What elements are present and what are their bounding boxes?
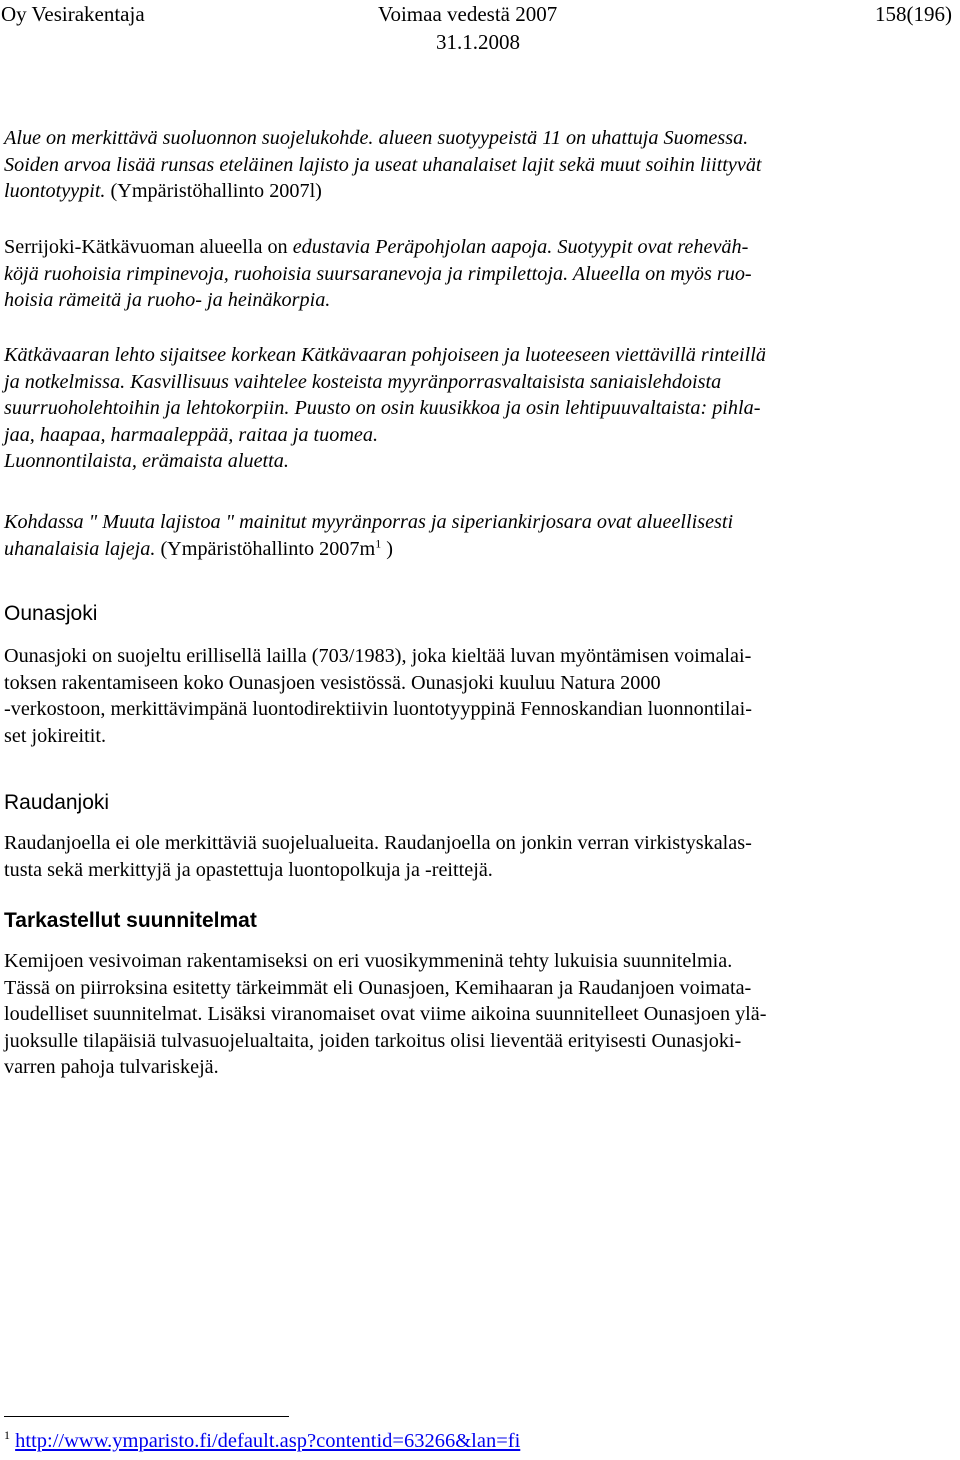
text-line: set jokireitit. <box>4 724 107 747</box>
paragraph-raudanjoki <box>4 830 944 883</box>
paragraph-katkavaara <box>4 342 944 475</box>
text-line: jaa, haapaa, harmaaleppää, raitaa ja tuomea. <box>4 423 379 446</box>
text-line: hoisia rämeitä ja ruoho- ja heinäkorpia. <box>4 289 331 311</box>
header-title: Voimaa vedestä 2007 <box>378 2 558 26</box>
text-line: Soiden arvoa lisää runsas eteläinen lajisto ja useat uhanalaiset lajit sekä muut soihin liittyvät <box>4 153 762 176</box>
text-line: Kohdassa " Muuta lajistoa " mainitut myyränporras ja siperiankirjosara ovat alueellisesti <box>4 511 734 533</box>
reference: (Ympäristöhallinto 2007m <box>155 537 376 560</box>
header-page-number: 158(196) <box>875 2 952 26</box>
text-line: tusta sekä merkittyjä ja opastettuja luontopolkuja ja -reittejä. <box>4 858 493 881</box>
footnote-number: 1 <box>4 1428 10 1443</box>
header-date: 31.1.2008 <box>436 30 520 54</box>
paragraph-kohdassa <box>4 509 944 562</box>
text-line: Alue on merkittävä suoluonnon suojelukohde. alueen suotyypeistä 11 on uhattuja Suomessa. <box>4 127 749 149</box>
paragraph-ounasjoki <box>4 643 944 749</box>
text-line: toksen rakentamiseen koko Ounasjoen vesistössä. Ounasjoki kuuluu Natura 2000 <box>4 671 661 694</box>
reference: (Ympäristöhallinto 2007l) <box>105 180 322 202</box>
text-line <box>4 178 944 205</box>
text-line: Raudanjoella ei ole merkittäviä suojelualueita. Raudanjoella on jonkin verran virkistyskalas- <box>4 832 752 854</box>
section-heading-ounasjoki: Ounasjoki <box>4 602 98 625</box>
section-heading-tarkastellut: Tarkastellut suunnitelmat <box>4 909 257 932</box>
footnote-divider <box>4 1416 289 1417</box>
text-fragment: uhanalaisia lajeja. <box>4 537 156 560</box>
section-heading-raudanjoki: Raudanjoki <box>4 791 110 814</box>
footnote <box>4 1428 520 1454</box>
header-company: Oy Vesirakentaja <box>1 2 145 26</box>
text-line: suurruoholehtoihin ja lehtokorpiin. Puusto on osin kuusikkoa ja osin lehtipuuvaltaista: pihla- <box>4 397 761 419</box>
text-line: Kemijoen vesivoiman rakentamiseksi on eri vuosikymmeninä tehty lukuisia suunnitelmia. <box>4 950 733 972</box>
text-line: köjä ruohoisia rimpinevoja, ruohoisia suursaranevoja ja rimpilettoja. Alueella on myös ruo- <box>4 262 752 285</box>
paragraph-suoluonto <box>4 125 944 205</box>
text-fragment: Serrijoki-Kätkävuoman alueella on <box>4 236 293 258</box>
footnote-marker: 1 <box>375 535 382 550</box>
text-line <box>4 536 944 563</box>
text-line: Kätkävaaran lehto sijaitsee korkean Kätkävaaran pohjoiseen ja luoteeseen viettävillä rinteillä <box>4 344 766 366</box>
text-line <box>4 234 944 261</box>
text-line: -verkostoon, merkittävimpänä luontodirektiivin luontotyyppinä Fennoskandian luonnontilai- <box>4 698 752 720</box>
text-line: Tässä on piirroksina esitetty tärkeimmät eli Ounasjoen, Kemihaaran ja Raudanjoen voimata- <box>4 976 752 999</box>
text-fragment: edustavia Peräpohjolan aapoja. Suotyypit ovat reheväh- <box>292 236 749 258</box>
text-line: juoksulle tilapäisiä tulvasuojelualtaita, joiden tarkoitus olisi lieventää erityisesti Ounasjoki- <box>4 1029 742 1052</box>
text-line: Luonnontilaista, erämaista aluetta. <box>4 450 289 472</box>
paragraph-tarkastellut <box>4 948 944 1081</box>
text-fragment: luontotyypit. <box>4 180 106 202</box>
text-line: loudelliset suunnitelmat. Lisäksi viranomaiset ovat viime aikoina suunnitelleet Ounasjoen ylä- <box>4 1003 767 1025</box>
text-line: ja notkelmissa. Kasvillisuus vaihtelee kosteista myyränporrasvaltaisista saniaislehdoista <box>4 370 722 393</box>
paragraph-serrijoki <box>4 234 944 314</box>
text-line: varren pahoja tulvariskejä. <box>4 1056 219 1078</box>
footnote-link[interactable]: http://www.ymparisto.fi/default.asp?contentid=63266&lan=fi <box>15 1430 521 1452</box>
reference-close: ) <box>381 537 393 560</box>
text-line: Ounasjoki on suojeltu erillisellä lailla (703/1983), joka kieltää luvan myöntämisen voimalai- <box>4 645 752 667</box>
